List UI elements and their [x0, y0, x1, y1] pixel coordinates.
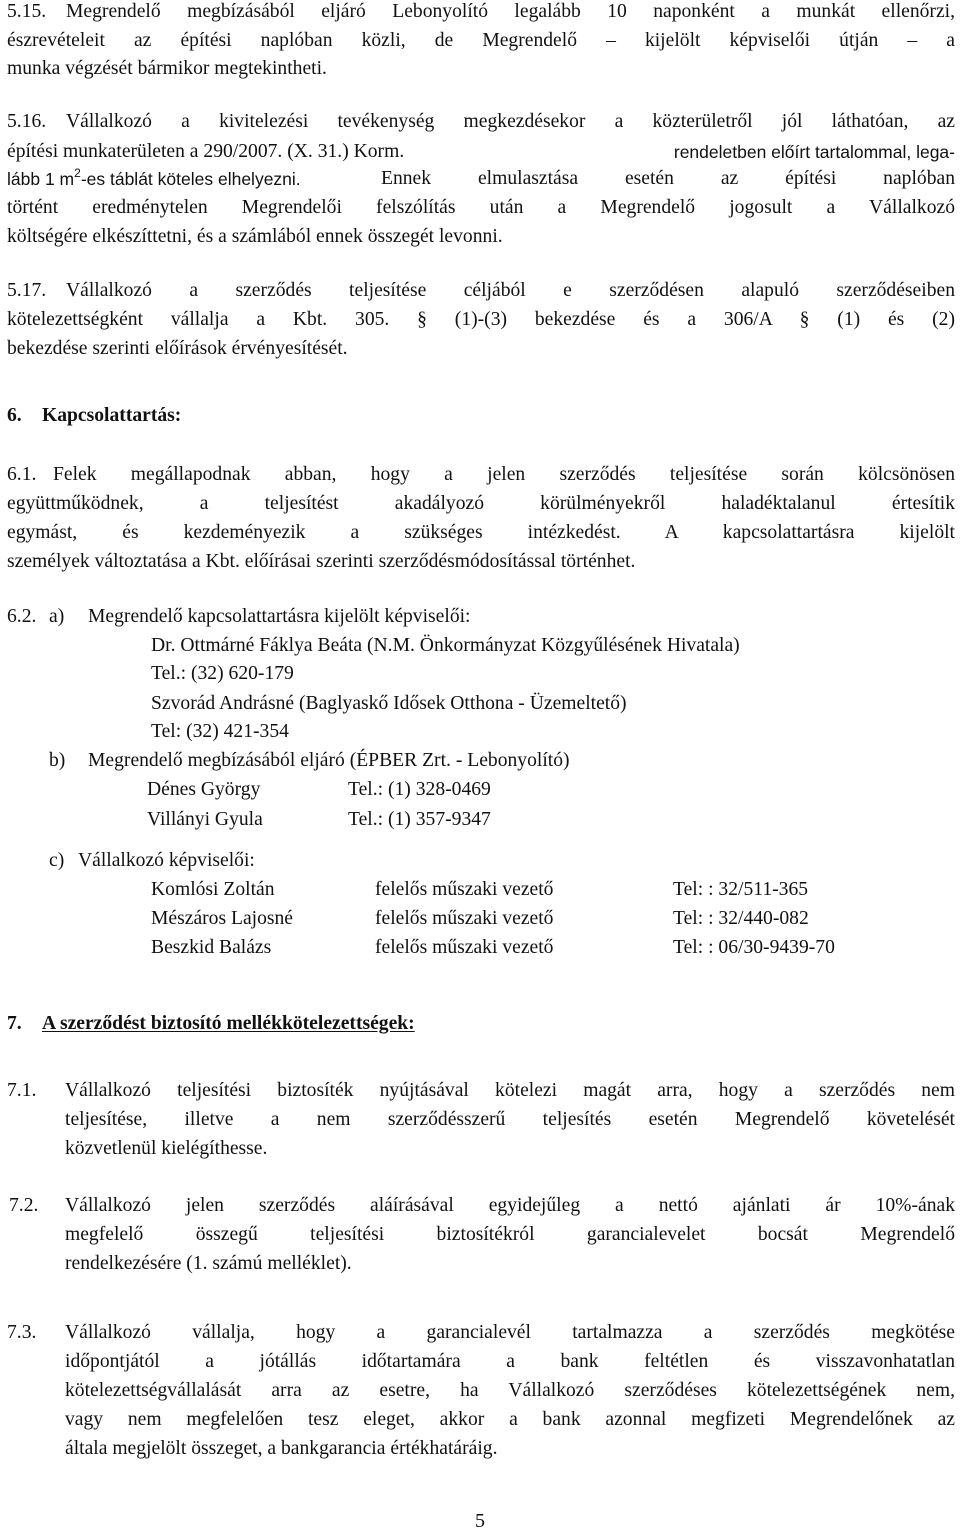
clause-text-line: munka végzését bármikor megtekintheti. — [7, 58, 327, 79]
clause-text-run: -es táblát köteles elhelyezni. — [80, 169, 301, 189]
clause-text-line: együttműködnek, a teljesítést akadályozó körülményekről haladéktalanul értesítik — [7, 493, 955, 514]
contact-name: Mészáros Lajosné — [151, 908, 294, 929]
clause-text-line: költségére elkészíttetni, és a számlából ennek összegét levonni. — [7, 226, 503, 247]
clause-number: 5.16. — [7, 111, 47, 132]
clause-text-line: közvetlenül kielégíthesse. — [65, 1138, 268, 1159]
clause-number: 5.15. — [7, 1, 47, 22]
clause-text-line: személyek változtatása a Kbt. előírásai szerinti szerződésmódosítással történhet. — [7, 551, 636, 572]
contact-line: Szvorád Andrásné (Baglyaskő Idősek Otthona - Üzemeltető) — [151, 693, 627, 714]
contact-phone: Tel.: (1) 357-9347 — [348, 809, 491, 830]
clause-text-line: Vállalkozó vállalja, hogy a garancialevél tartalmazza a szerződés megkötése — [65, 1322, 955, 1343]
contact-line: Tel.: (32) 620-179 — [151, 663, 294, 684]
clause-number: 5.17. — [7, 280, 47, 301]
clause-number: 7.2. — [9, 1195, 39, 1216]
subsection-title: Vállalkozó képviselői: — [78, 850, 255, 871]
section-title: A szerződést biztosító mellékkötelezettségek: — [42, 1013, 415, 1034]
clause-text-line: egymást, és kezdeményezik a szükséges intézkedést. A kapcsolattartásra kijelölt — [7, 522, 955, 543]
contact-role: felelős műszaki vezető — [375, 908, 554, 929]
clause-text-line: Vállalkozó teljesítési biztosíték nyújtásával kötelezi magát arra, hogy a szerződés nem — [65, 1080, 955, 1101]
clause-text-run: építési munkaterületen a 290/2007. (X. 31.) Korm. — [7, 141, 405, 162]
clause-text-run: lább 1 m — [7, 169, 75, 189]
clause-text-line: észrevételeit az építési naplóban közli, de Megrendelő – kijelölt képviselői útján – a — [7, 30, 955, 51]
clause-text-line: kötelezettségvállalását arra az esetre, ha Vállalkozó szerződéses kötelezettségének nem, — [65, 1380, 955, 1401]
contact-phone: Tel.: (1) 328-0469 — [348, 779, 491, 800]
subsection-title: Megrendelő megbízásából eljáró (ÉPBER Zrt. - Lebonyolító) — [88, 750, 570, 771]
clause-text-line: Vállalkozó a kivitelezési tevékenység megkezdésekor a közterületről jól láthatóan, az — [66, 111, 955, 132]
page-number: 5 — [475, 1510, 485, 1532]
clause-text-line: Felek megállapodnak abban, hogy a jelen szerződés teljesítése során kölcsönösen — [53, 464, 955, 485]
clause-number: 6.1. — [7, 464, 37, 485]
contact-line: Dr. Ottmárné Fáklya Beáta (N.M. Önkormányzat Közgyűlésének Hivatala) — [151, 635, 740, 656]
clause-text-line: Ennek elmulasztása esetén az építési naplóban — [381, 168, 955, 189]
clause-text-line: teljesítése, illetve a nem szerződésszerű teljesítés esetén Megrendelő követelését — [65, 1109, 955, 1130]
clause-text-line: Vállalkozó jelen szerződés aláírásával egyidejűleg a nettó ajánlati ár 10%-ának — [65, 1195, 955, 1216]
contact-role: felelős műszaki vezető — [375, 937, 554, 958]
contact-role: felelős műszaki vezető — [375, 879, 554, 900]
clause-text-line: bekezdése szerinti előírások érvényesítését. — [7, 338, 348, 359]
list-marker: a) — [49, 606, 65, 627]
clause-number: 6.2. — [7, 606, 37, 627]
contact-line: Tel: (32) 421-354 — [151, 721, 289, 742]
contact-phone: Tel: : 32/440-082 — [673, 908, 809, 929]
clause-number: 7.1. — [7, 1080, 37, 1101]
clause-text-line: időpontjától a jótállás időtartamára a bank feltétlen és visszavonhatatlan — [65, 1351, 955, 1372]
list-marker: c) — [49, 850, 65, 871]
section-number: 7. — [7, 1013, 22, 1034]
clause-text-line: megfelelő összegű teljesítési biztosítékról garancialevelet bocsát Megrendelő — [65, 1224, 955, 1245]
clause-text-line: kötelezettségként vállalja a Kbt. 305. § (1)-(3) bekezdése és a 306/A § (1) és (2) — [7, 309, 955, 330]
list-marker: b) — [49, 750, 66, 771]
subsection-title: Megrendelő kapcsolattartásra kijelölt képviselői: — [88, 606, 471, 627]
clause-text-line — [7, 140, 955, 164]
clause-text-line: vagy nem megfelelően tesz eleget, akkor a bank azonnal megfizeti Megrendelőnek az — [65, 1409, 955, 1430]
contact-name: Beszkid Balázs — [151, 937, 272, 958]
clause-number: 7.3. — [7, 1322, 37, 1343]
contact-name: Komlósi Zoltán — [151, 879, 275, 900]
clause-text-line: rendelkezésére (1. számú melléklet). — [65, 1253, 352, 1274]
contact-phone: Tel: : 32/511-365 — [673, 879, 809, 900]
contact-name: Dénes György — [147, 779, 261, 800]
clause-text-run: rendeletben előírt tartalommal, lega- — [673, 142, 955, 162]
clause-text-line: Vállalkozó a szerződés teljesítése céljából e szerződésen alapuló szerződéseiben — [66, 280, 955, 301]
contact-phone: Tel: : 06/30-9439-70 — [673, 937, 835, 958]
section-number: 6. — [7, 405, 22, 426]
superscript: 2 — [74, 166, 81, 181]
clause-text-line: Megrendelő megbízásából eljáró Lebonyolító legalább 10 naponként a munkát ellenőrzi, — [66, 1, 955, 22]
clause-text-line: általa megjelölt összeget, a bankgarancia értékhatáráig. — [65, 1438, 498, 1459]
clause-text-line: történt eredménytelen Megrendelői felszólítás után a Megrendelő jogosult a Vállalkozó — [7, 197, 955, 218]
contact-name: Villányi Gyula — [147, 809, 263, 830]
section-title: Kapcsolattartás: — [42, 405, 182, 426]
